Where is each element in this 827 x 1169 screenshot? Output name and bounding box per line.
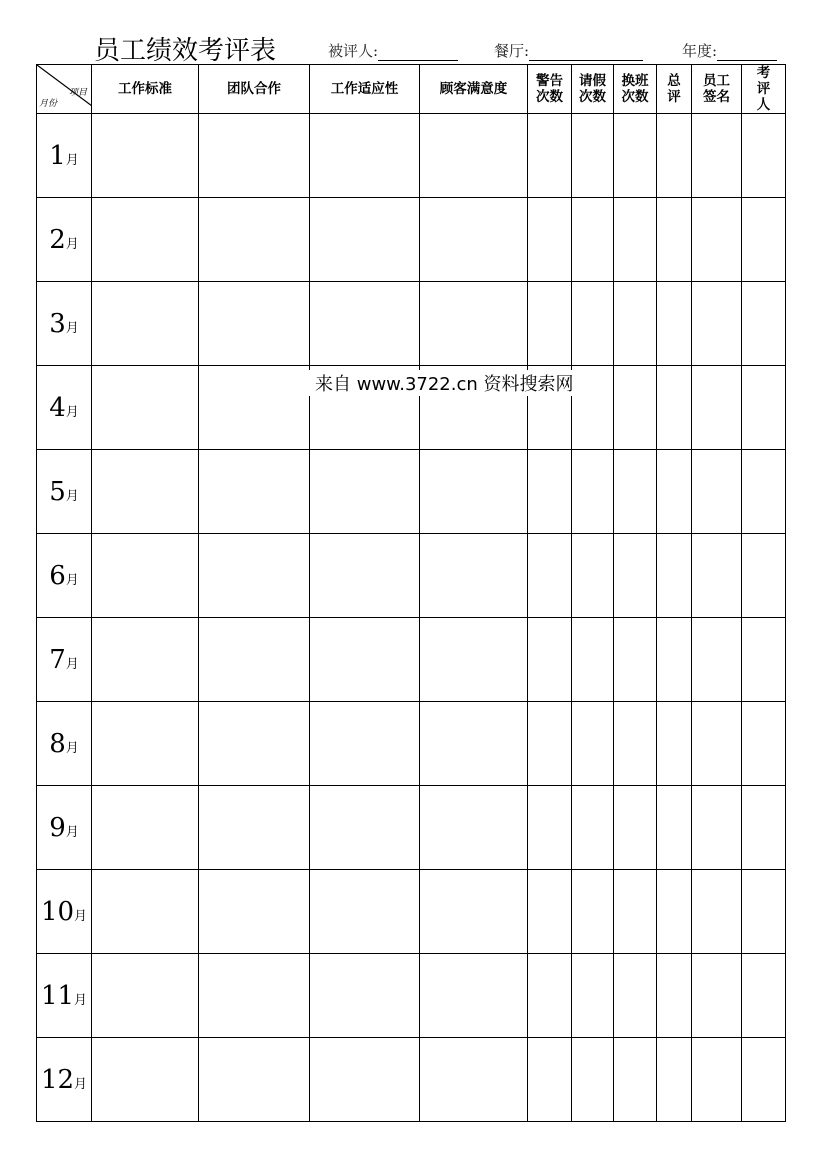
month-number: 3	[49, 308, 66, 339]
score-cell[interactable]	[310, 618, 420, 702]
month-number: 10	[40, 896, 75, 927]
score-cell[interactable]	[614, 618, 657, 702]
score-cell[interactable]	[199, 450, 310, 534]
score-cell[interactable]	[528, 534, 572, 618]
table-row	[37, 282, 786, 366]
score-cell[interactable]	[742, 702, 786, 786]
score-cell[interactable]	[92, 198, 199, 282]
score-cell[interactable]	[692, 702, 742, 786]
score-cell[interactable]	[657, 954, 692, 1038]
score-cell[interactable]	[310, 702, 420, 786]
month-unit: 月	[65, 152, 79, 168]
score-cell[interactable]	[657, 282, 692, 366]
month-number: 11	[40, 980, 75, 1011]
col-adaptability: 工作适应性	[310, 65, 420, 114]
score-cell[interactable]	[528, 450, 572, 534]
score-cell[interactable]	[614, 786, 657, 870]
month-number: 4	[49, 392, 66, 423]
month-number: 7	[49, 644, 66, 675]
score-cell[interactable]	[310, 954, 420, 1038]
score-cell[interactable]	[420, 786, 528, 870]
score-cell[interactable]	[310, 282, 420, 366]
score-cell[interactable]	[692, 1038, 742, 1122]
restaurant-label: 餐厅:	[494, 42, 530, 60]
corner-cell	[37, 65, 92, 114]
month-cell	[37, 702, 92, 786]
score-cell[interactable]	[572, 870, 614, 954]
table-row	[37, 534, 786, 618]
score-cell[interactable]	[572, 954, 614, 1038]
score-cell[interactable]	[614, 534, 657, 618]
score-cell[interactable]	[614, 282, 657, 366]
score-cell[interactable]	[420, 114, 528, 198]
score-cell[interactable]	[692, 282, 742, 366]
month-unit: 月	[74, 908, 88, 924]
score-cell[interactable]	[92, 1038, 199, 1122]
score-cell[interactable]	[528, 1038, 572, 1122]
month-cell	[37, 114, 92, 198]
score-cell[interactable]	[742, 198, 786, 282]
score-cell[interactable]	[420, 282, 528, 366]
score-cell[interactable]	[92, 702, 199, 786]
score-cell[interactable]	[742, 1038, 786, 1122]
score-cell[interactable]	[528, 618, 572, 702]
table-row	[37, 786, 786, 870]
score-cell[interactable]	[310, 534, 420, 618]
score-cell[interactable]	[657, 1038, 692, 1122]
score-cell[interactable]	[420, 450, 528, 534]
score-cell[interactable]	[742, 618, 786, 702]
month-number: 6	[49, 560, 66, 591]
table-row	[37, 954, 786, 1038]
year-field	[682, 40, 777, 61]
evaluatee-blank[interactable]	[378, 46, 458, 61]
score-cell[interactable]	[420, 198, 528, 282]
score-cell[interactable]	[528, 702, 572, 786]
score-cell[interactable]	[199, 282, 310, 366]
score-cell[interactable]	[657, 786, 692, 870]
month-unit: 月	[65, 320, 79, 336]
score-cell[interactable]	[614, 870, 657, 954]
score-cell[interactable]	[199, 534, 310, 618]
col-work-standard: 工作标准	[92, 65, 199, 114]
corner-item-label: 项目	[68, 88, 87, 98]
score-cell[interactable]	[92, 954, 199, 1038]
score-cell[interactable]	[199, 954, 310, 1038]
score-cell[interactable]	[310, 198, 420, 282]
month-unit: 月	[65, 740, 79, 756]
table-row	[37, 702, 786, 786]
score-cell[interactable]	[657, 198, 692, 282]
score-cell[interactable]	[692, 198, 742, 282]
score-cell[interactable]	[199, 114, 310, 198]
watermark: 来自 www.3722.cn 资料搜索网	[309, 370, 580, 396]
col-teamwork: 团队合作	[199, 65, 310, 114]
score-cell[interactable]	[528, 786, 572, 870]
score-cell[interactable]	[742, 870, 786, 954]
month-cell	[37, 786, 92, 870]
score-cell[interactable]	[742, 366, 786, 450]
col-evaluator: 考评人	[742, 65, 786, 114]
score-cell[interactable]	[742, 954, 786, 1038]
month-cell	[37, 870, 92, 954]
restaurant-field	[494, 40, 643, 61]
month-cell	[37, 954, 92, 1038]
score-cell[interactable]	[92, 786, 199, 870]
score-cell[interactable]	[92, 282, 199, 366]
score-cell[interactable]	[742, 786, 786, 870]
evaluatee-label: 被评人:	[328, 42, 379, 60]
score-cell[interactable]	[614, 114, 657, 198]
score-cell[interactable]	[528, 114, 572, 198]
score-cell[interactable]	[614, 366, 657, 450]
month-cell	[37, 534, 92, 618]
month-number: 1	[49, 140, 66, 171]
score-cell[interactable]	[657, 450, 692, 534]
month-unit: 月	[65, 404, 79, 420]
score-cell[interactable]	[657, 114, 692, 198]
col-employee-signature: 员工签名	[692, 65, 742, 114]
score-cell[interactable]	[692, 618, 742, 702]
score-cell[interactable]	[420, 1038, 528, 1122]
table-row	[37, 198, 786, 282]
score-cell[interactable]	[310, 114, 420, 198]
score-cell[interactable]	[92, 870, 199, 954]
col-customer-satisfaction: 顾客满意度	[420, 65, 528, 114]
month-unit: 月	[65, 236, 79, 252]
evaluatee-field	[328, 40, 458, 61]
month-unit: 月	[65, 656, 79, 672]
score-cell[interactable]	[199, 786, 310, 870]
score-cell[interactable]	[92, 534, 199, 618]
month-number: 8	[49, 728, 66, 759]
score-cell[interactable]	[572, 1038, 614, 1122]
month-cell	[37, 1038, 92, 1122]
score-cell[interactable]	[692, 954, 742, 1038]
score-cell[interactable]	[92, 450, 199, 534]
table-row	[37, 870, 786, 954]
score-cell[interactable]	[657, 870, 692, 954]
score-cell[interactable]	[199, 618, 310, 702]
score-cell[interactable]	[199, 1038, 310, 1122]
month-number: 12	[40, 1064, 75, 1095]
table-row	[37, 618, 786, 702]
score-cell[interactable]	[420, 702, 528, 786]
score-cell[interactable]	[614, 450, 657, 534]
score-cell[interactable]	[614, 1038, 657, 1122]
month-unit: 月	[74, 1076, 88, 1092]
score-cell[interactable]	[692, 366, 742, 450]
score-cell[interactable]	[572, 702, 614, 786]
score-cell[interactable]	[310, 1038, 420, 1122]
score-cell[interactable]	[528, 870, 572, 954]
score-cell[interactable]	[742, 450, 786, 534]
score-cell[interactable]	[572, 450, 614, 534]
score-cell[interactable]	[657, 702, 692, 786]
col-overall: 总评	[657, 65, 692, 114]
score-cell[interactable]	[528, 954, 572, 1038]
score-cell[interactable]	[692, 870, 742, 954]
evaluation-table	[36, 64, 786, 1122]
score-cell[interactable]	[528, 198, 572, 282]
score-cell[interactable]	[420, 870, 528, 954]
score-cell[interactable]	[692, 450, 742, 534]
corner-month-label: 月份	[39, 99, 58, 109]
month-number: 5	[49, 476, 66, 507]
col-leave: 请假次数	[572, 65, 614, 114]
score-cell[interactable]	[657, 366, 692, 450]
score-cell[interactable]	[572, 282, 614, 366]
score-cell[interactable]	[420, 618, 528, 702]
score-cell[interactable]	[742, 282, 786, 366]
col-shift-change: 换班次数	[614, 65, 657, 114]
score-cell[interactable]	[692, 534, 742, 618]
score-cell[interactable]	[92, 366, 199, 450]
score-cell[interactable]	[692, 114, 742, 198]
score-cell[interactable]	[199, 870, 310, 954]
score-cell[interactable]	[742, 534, 786, 618]
form-title: 员工绩效考评表	[94, 36, 277, 66]
month-cell	[37, 366, 92, 450]
restaurant-blank[interactable]	[529, 46, 643, 61]
score-cell[interactable]	[92, 618, 199, 702]
score-cell[interactable]	[199, 198, 310, 282]
month-unit: 月	[74, 992, 88, 1008]
score-cell[interactable]	[199, 702, 310, 786]
score-cell[interactable]	[199, 366, 310, 450]
score-cell[interactable]	[692, 786, 742, 870]
month-cell	[37, 198, 92, 282]
table-row	[37, 1038, 786, 1122]
score-cell[interactable]	[310, 870, 420, 954]
score-cell[interactable]	[310, 450, 420, 534]
score-cell[interactable]	[310, 786, 420, 870]
score-cell[interactable]	[528, 282, 572, 366]
score-cell[interactable]	[92, 114, 199, 198]
month-number: 9	[49, 812, 66, 843]
header-row	[37, 65, 786, 114]
score-cell[interactable]	[657, 618, 692, 702]
month-cell	[37, 282, 92, 366]
month-number: 2	[49, 224, 66, 255]
table-row	[37, 450, 786, 534]
score-cell[interactable]	[742, 114, 786, 198]
year-label: 年度:	[682, 42, 718, 60]
month-cell	[37, 618, 92, 702]
table-row	[37, 114, 786, 198]
score-cell[interactable]	[657, 534, 692, 618]
month-unit: 月	[65, 572, 79, 588]
score-cell[interactable]	[614, 702, 657, 786]
score-cell[interactable]	[572, 786, 614, 870]
score-cell[interactable]	[420, 534, 528, 618]
month-cell	[37, 450, 92, 534]
month-unit: 月	[65, 488, 79, 504]
year-blank[interactable]	[717, 46, 777, 61]
score-cell[interactable]	[420, 954, 528, 1038]
score-cell[interactable]	[614, 954, 657, 1038]
score-cell[interactable]	[572, 114, 614, 198]
score-cell[interactable]	[572, 618, 614, 702]
score-cell[interactable]	[614, 198, 657, 282]
score-cell[interactable]	[572, 534, 614, 618]
score-cell[interactable]	[572, 198, 614, 282]
month-unit: 月	[65, 824, 79, 840]
col-warnings: 警告次数	[528, 65, 572, 114]
